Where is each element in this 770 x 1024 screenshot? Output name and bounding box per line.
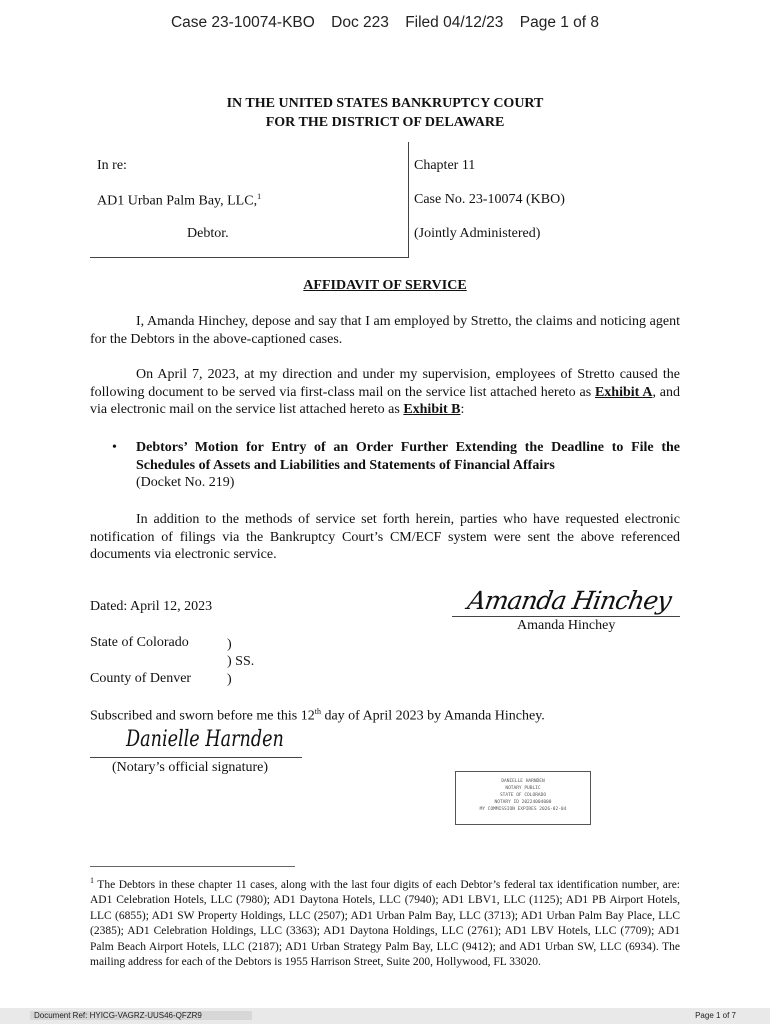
exhibit-b-ref: Exhibit B: [403, 402, 461, 417]
venue-state: State of Colorado: [90, 635, 189, 650]
court-title: [0, 94, 770, 132]
paragraph-2-text-b: , and via electronic mail on the service list attached hereto as: [90, 384, 680, 417]
notary-signature-line: [90, 757, 302, 758]
sworn-text-b: day of April 2023 by Amanda Hinchey.: [320, 708, 545, 724]
venue-paren-1: ): [227, 637, 232, 652]
court-line-2: FOR THE DISTRICT OF DELAWARE: [265, 115, 505, 130]
stamp-line: MY COMMISSION EXPIRES 2026-02-04: [479, 807, 567, 812]
page-count: Page 1 of 8: [519, 14, 600, 31]
court-line-1: IN THE UNITED STATES BANKRUPTCY COURT: [226, 96, 544, 111]
footnote-mark: 1: [90, 876, 94, 885]
paragraph-1-text: I, Amanda Hinchey, depose and say that I am employed by Stretto, the claims and noticing agent for the Debtors in the above-captioned cases.: [90, 314, 680, 347]
caption-divider: [408, 142, 409, 258]
paragraph-2: [90, 366, 680, 419]
notary-stamp: [455, 771, 591, 825]
in-re-label: In re:: [97, 158, 127, 173]
notary-signature: Danielle Harnden: [126, 727, 284, 752]
paragraph-3: [90, 511, 680, 564]
debtor-label: Debtor.: [187, 226, 229, 241]
served-document-title: Debtors’ Motion for Entry of an Order Further Extending the Deadline to File the Schedules of Assets and Liabilities and Statements of Financial Affairs: [136, 440, 680, 473]
document-ref: Document Ref: HYICG-VAGRZ-UUS46-QFZR9: [30, 1011, 252, 1020]
case-no-label: Case No. 23-10074 (KBO): [414, 192, 565, 207]
stamp-line: DANIELLE HARNDEN: [501, 779, 545, 784]
footer-bar: [0, 1008, 770, 1024]
doc-number: Doc 223: [331, 14, 389, 31]
caption-underline: [90, 257, 408, 258]
venue-paren-3: ): [227, 672, 232, 687]
paragraph-2-text-c: :: [460, 402, 465, 417]
stamp-line: STATE OF COLORADO: [499, 793, 547, 798]
case-number: Case 23-10074-KBO: [170, 14, 315, 31]
chapter-label: Chapter 11: [414, 158, 476, 173]
filed-date: Filed 04/12/23: [405, 14, 504, 31]
paragraph-2-text-a: On April 7, 2023, at my direction and under my supervision, employees of Stretto caused the following document to be served via first-class mail on the service list attached hereto as: [90, 367, 680, 400]
ecf-header: [0, 14, 770, 32]
document-title: AFFIDAVIT OF SERVICE: [303, 278, 467, 293]
sworn-ordinal: th: [314, 707, 321, 716]
affiant-printed-name: Amanda Hinchey: [517, 618, 616, 633]
venue-county: County of Denver: [90, 671, 192, 686]
venue-ss: ) SS.: [227, 654, 255, 669]
footnote-text: The Debtors in these chapter 11 cases, along with the last four digits of each Debtor’s federal tax identification number, are: AD1 Celebration Hotels, LLC (7980); AD1 Daytona Hotels, LLC (7940); AD1 LBV1, LLC (1125); AD1 PB Airport Hotels, LLC (6855); AD1 SW Property Holdings, LLC (2507); AD1 Urban Palm Bay, LLC (3713); AD1 Urban Palm Bay Place, LLC (2385); AD1 Celebration Holdings, LLC (3363); AD1 Daytona Holdings, LLC (2761); AD1 LBV Hotels, LLC (7709); AD1 Palm Beach Airport Hotels, LLC (2187); AD1 Urban Strategy Palm Bay, LLC (9412); and AD1 Urban SW, LLC (6934). The mailing address for each of the Debtors is 1955 Harrison Street, Suite 200, Hollywood, FL 33020.: [90, 878, 680, 969]
signature-line: [452, 616, 680, 617]
notary-label: (Notary’s official signature): [112, 760, 269, 775]
dated-line: Dated: April 12, 2023: [90, 599, 213, 614]
footer-page-number: Page 1 of 7: [695, 1011, 736, 1020]
paragraph-1: [90, 313, 680, 348]
debtor-name: [97, 192, 261, 210]
stamp-line: NOTARY PUBLIC: [505, 786, 541, 791]
sworn-statement: [90, 707, 545, 725]
docket-number: (Docket No. 219): [136, 475, 235, 490]
jointly-administered-label: (Jointly Administered): [414, 226, 541, 241]
debtor-name-text: AD1 Urban Palm Bay, LLC,: [97, 193, 258, 209]
footnote-rule: [90, 866, 295, 867]
footnote: [90, 873, 680, 971]
paragraph-3-text: In addition to the methods of service set forth herein, parties who have requested electronic notification of filings via the Bankruptcy Court’s CM/ECF system were sent the above referenced documents via electronic service.: [90, 512, 680, 562]
bullet-icon: •: [112, 440, 117, 455]
footnote-ref: 1: [257, 192, 262, 201]
sworn-text-a: Subscribed and sworn before me this 12: [90, 708, 315, 724]
served-document: [136, 439, 680, 492]
stamp-line: NOTARY ID 20224004000: [494, 800, 552, 805]
exhibit-a-ref: Exhibit A: [594, 384, 653, 400]
affiant-signature: Amanda Hinchey: [465, 586, 674, 615]
